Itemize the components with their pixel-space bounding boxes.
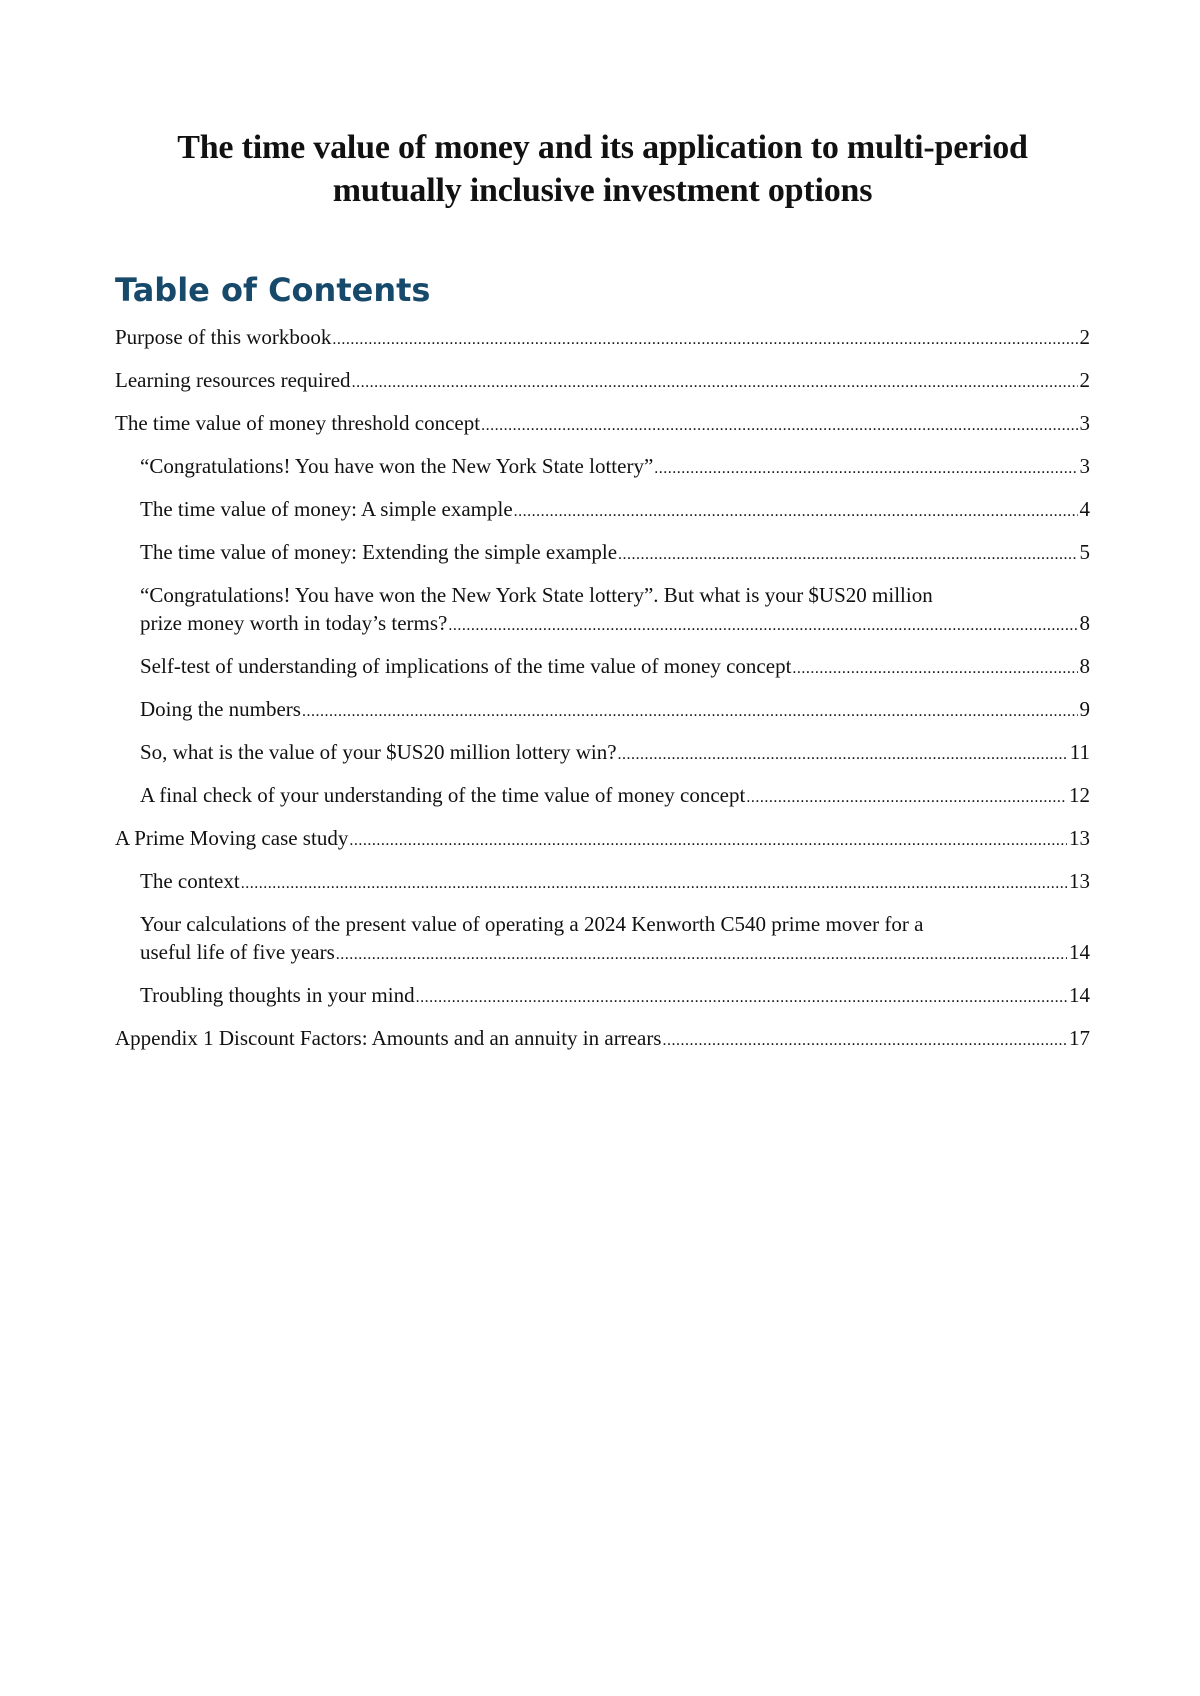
toc-entry-line — [140, 781, 1090, 812]
toc-entry-line — [115, 409, 1090, 440]
toc-entry-text: prize money worth in today’s terms? — [140, 611, 448, 635]
toc-entry-line — [140, 495, 1090, 526]
toc-page-number: 13 — [1069, 869, 1090, 893]
toc-entry-text: Appendix 1 Discount Factors: Amounts and an annuity in arrears — [115, 1026, 662, 1050]
toc-entry-text: So, what is the value of your $US20 million lottery win? — [140, 740, 617, 764]
toc-dot-leader — [654, 455, 1077, 483]
toc-page-number: 12 — [1069, 783, 1090, 807]
toc-entry-text: “Congratulations! You have won the New York State lottery” — [140, 454, 654, 478]
toc-entry-line — [140, 867, 1090, 898]
toc-dot-leader — [662, 1027, 1067, 1055]
toc-entry-line — [115, 1024, 1090, 1055]
document-title: The time value of money and its application to multi-period mutually inclusive investment options — [177, 129, 1028, 209]
toc-dot-leader — [746, 784, 1067, 812]
toc-entry[interactable] — [115, 695, 1090, 726]
toc-dot-leader — [349, 827, 1067, 855]
toc-dot-leader — [352, 369, 1078, 397]
toc-entry[interactable] — [115, 738, 1090, 769]
toc-page-number: 14 — [1069, 983, 1090, 1007]
toc-page-number: 5 — [1079, 540, 1090, 564]
toc-entry[interactable] — [115, 323, 1090, 354]
toc-entry-text: A final check of your understanding of the time value of money concept — [140, 783, 746, 807]
toc-entry-text: Doing the numbers — [140, 697, 301, 721]
toc-entry[interactable] — [115, 366, 1090, 397]
toc-dot-leader — [241, 870, 1067, 898]
toc-dot-leader — [514, 498, 1078, 526]
toc-entry[interactable] — [115, 409, 1090, 440]
toc-dot-leader — [302, 698, 1078, 726]
toc-entry-text: Purpose of this workbook — [115, 325, 332, 349]
toc-entry-line — [115, 366, 1090, 397]
toc-page-number: 17 — [1069, 1026, 1090, 1050]
toc-entry[interactable] — [115, 1024, 1090, 1055]
toc-entry[interactable] — [115, 538, 1090, 569]
toc-entry-text: useful life of five years — [140, 940, 335, 964]
toc-dot-leader — [332, 326, 1077, 354]
toc-entry-text: The time value of money threshold concept — [115, 411, 481, 435]
toc-entry-line — [115, 323, 1090, 354]
toc-dot-leader — [618, 741, 1068, 769]
toc-entry[interactable] — [115, 910, 1090, 969]
toc-dot-leader — [618, 541, 1077, 569]
toc-dot-leader — [416, 984, 1067, 1012]
toc-entry-text: The context — [140, 869, 240, 893]
toc-entry-line — [140, 981, 1090, 1012]
toc-entry-text: Self-test of understanding of implications of the time value of money concept — [140, 654, 792, 678]
toc-entry[interactable] — [115, 824, 1090, 855]
document-page — [115, 0, 1090, 1067]
toc-entry[interactable] — [115, 652, 1090, 683]
toc-entry-line — [140, 609, 1090, 640]
toc-page-number: 2 — [1079, 368, 1090, 392]
toc-entry-text: A Prime Moving case study — [115, 826, 349, 850]
toc-entry-line — [140, 938, 1090, 969]
toc-entry-text-first-line: Your calculations of the present value of operating a 2024 Kenworth C540 prime mover for a — [140, 912, 924, 936]
toc-entry[interactable] — [115, 781, 1090, 812]
toc-entry-line — [140, 695, 1090, 726]
toc-entry-line — [140, 538, 1090, 569]
toc-page-number: 8 — [1079, 654, 1090, 678]
toc-page-number: 2 — [1079, 325, 1090, 349]
toc-dot-leader — [336, 941, 1067, 969]
toc-entry[interactable] — [115, 495, 1090, 526]
toc-heading: Table of Contents — [115, 271, 431, 309]
toc-page-number: 8 — [1079, 611, 1090, 635]
toc-dot-leader — [448, 612, 1077, 640]
toc-entry-line — [140, 652, 1090, 683]
toc-entry-text: Troubling thoughts in your mind — [140, 983, 415, 1007]
toc-entry[interactable] — [115, 867, 1090, 898]
toc-entry[interactable] — [115, 981, 1090, 1012]
toc-entry-line — [115, 824, 1090, 855]
toc-entry-line — [140, 738, 1090, 769]
toc-entry[interactable] — [115, 452, 1090, 483]
toc-page-number: 9 — [1079, 697, 1090, 721]
toc-page-number: 11 — [1069, 740, 1090, 764]
toc-entry-text: The time value of money: Extending the simple example — [140, 540, 618, 564]
toc-page-number: 13 — [1069, 826, 1090, 850]
toc-page-number: 14 — [1069, 940, 1090, 964]
toc-entry-line — [140, 452, 1090, 483]
toc-entry-text: Learning resources required — [115, 368, 351, 392]
toc-entry[interactable] — [115, 581, 1090, 640]
toc-page-number: 3 — [1079, 411, 1090, 435]
toc-entry-text-first-line: “Congratulations! You have won the New York State lottery”. But what is your $US20 million — [140, 583, 933, 607]
toc-page-number: 4 — [1079, 497, 1090, 521]
toc-dot-leader — [481, 412, 1077, 440]
table-of-contents — [115, 323, 1090, 1055]
toc-entry-text: The time value of money: A simple example — [140, 497, 513, 521]
toc-dot-leader — [792, 655, 1077, 683]
toc-page-number: 3 — [1079, 454, 1090, 478]
